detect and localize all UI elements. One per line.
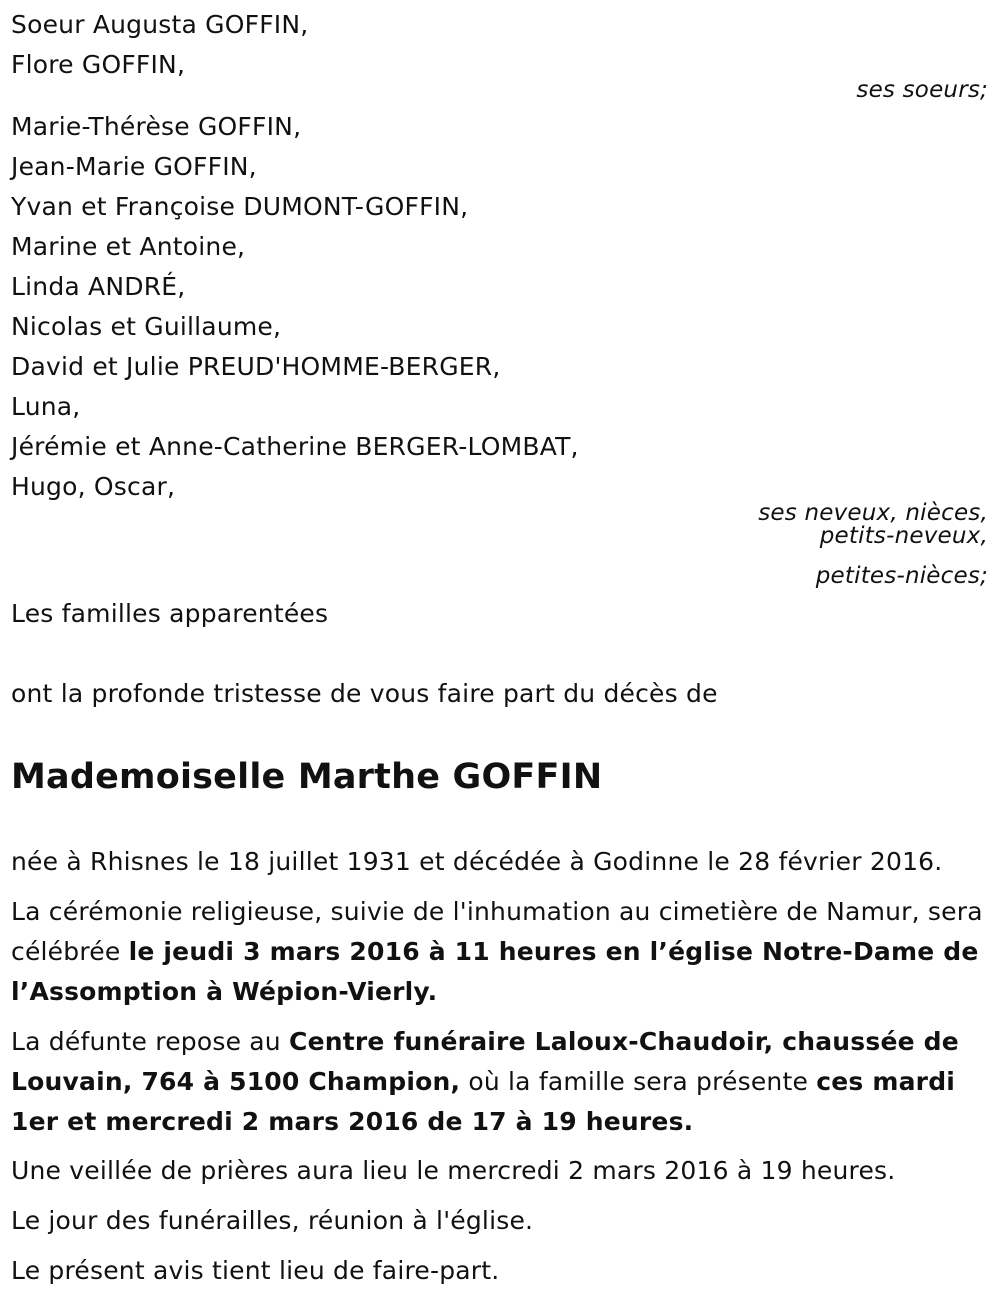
family-line: Jérémie et Anne-Catherine BERGER-LOMBAT,: [11, 432, 579, 461]
family-line: Linda ANDRÉ,: [11, 272, 186, 301]
ceremony-intro: La cérémonie religieuse, suivie de l'inhumation au cimetière de Namur, sera célébrée: [11, 897, 983, 966]
announcement-text: ont la profonde tristesse de vous faire part du décès de: [11, 679, 718, 708]
relation-label: ses neveux, nièces,: [758, 500, 988, 526]
ceremony-datetime-place: le jeudi 3 mars 2016 à 11 heures en l’église Notre-Dame de l’Assomption à Wépion-Vierly.: [11, 937, 979, 1006]
family-line: Marie-Thérèse GOFFIN,: [11, 112, 302, 141]
relation-label: petits-neveux,: [819, 523, 988, 549]
family-line: Hugo, Oscar,: [11, 472, 176, 501]
birth-death-paragraph: née à Rhisnes le 18 juillet 1931 et décédée à Godinne le 28 février 2016.: [11, 847, 943, 876]
notice-paragraph: Le présent avis tient lieu de faire-part.: [11, 1256, 500, 1285]
family-line: Soeur Augusta GOFFIN,: [11, 10, 309, 39]
family-line: Yvan et Françoise DUMONT-GOFFIN,: [11, 192, 469, 221]
visitation-times: ces mardi 1er et mercredi 2 mars 2016 de 17 à 19 heures.: [11, 1067, 956, 1136]
rest-intro: La défunte repose au: [11, 1027, 290, 1056]
family-line: David et Julie PREUD'HOMME-BERGER,: [11, 352, 501, 381]
rest-paragraph: [11, 1022, 991, 1142]
rest-middle: où la famille sera présente: [460, 1067, 817, 1096]
ceremony-paragraph: [11, 892, 991, 1012]
family-line: Nicolas et Guillaume,: [11, 312, 282, 341]
funeral-day-paragraph: Le jour des funérailles, réunion à l'église.: [11, 1206, 534, 1235]
family-line: Les familles apparentées: [11, 599, 329, 628]
family-line: Jean-Marie GOFFIN,: [11, 152, 257, 181]
family-line: Flore GOFFIN,: [11, 50, 186, 79]
family-line: Luna,: [11, 392, 81, 421]
relation-label: petites-nièces;: [815, 563, 988, 589]
vigil-paragraph: Une veillée de prières aura lieu le mercredi 2 mars 2016 à 19 heures.: [11, 1156, 896, 1185]
family-line: Marine et Antoine,: [11, 232, 246, 261]
funeral-home-address: Centre funéraire Laloux-Chaudoir, chaussée de Louvain, 764 à 5100 Champion,: [11, 1027, 959, 1096]
deceased-name: Mademoiselle Marthe GOFFIN: [11, 757, 603, 797]
relation-label: ses soeurs;: [856, 77, 988, 103]
